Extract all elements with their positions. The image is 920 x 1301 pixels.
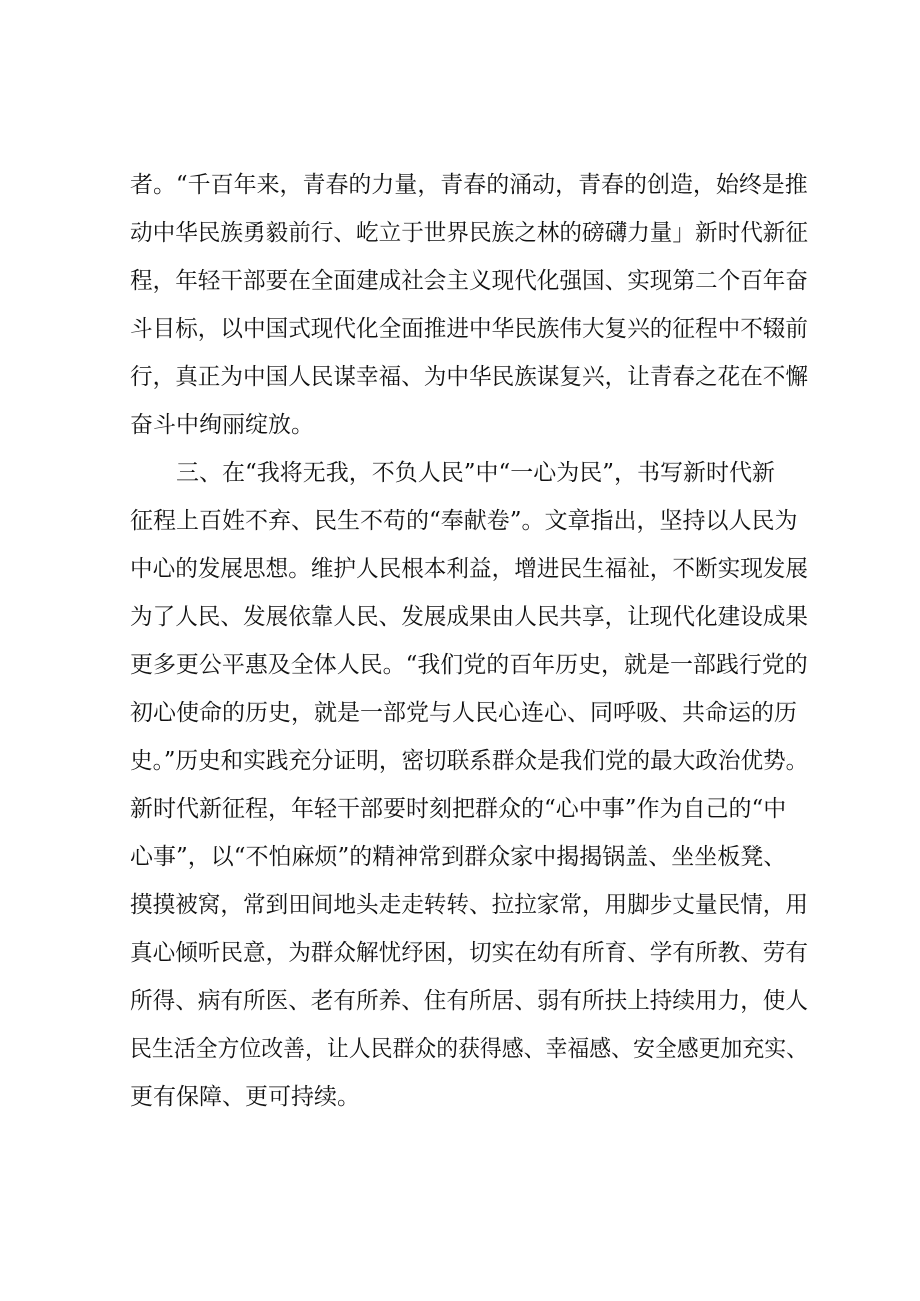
paragraph-2-line: 更有保障、更可持续。 (130, 1084, 360, 1110)
paragraph-1-line: 斗目标，以中国式现代化全面推进中华民族伟大复兴的征程中不辍前 (130, 316, 808, 342)
paragraph-1-line: 行，真正为中国人民谋幸福、为中华民族谋复兴，让青春之花在不懈 (130, 364, 808, 390)
paragraph-2-line: 新时代新征程，年轻干部要时刻把群众的“心中事”作为自己的“中 (130, 796, 787, 822)
paragraph-2-line: 民生活全方位改善，让人民群众的获得感、幸福感、安全感更加充实、 (130, 1036, 808, 1062)
paragraph-2-line: 真心倾听民意，为群众解忧纾困，切实在幼有所育、学有所教、劳有 (130, 940, 808, 966)
paragraph-2-line: 初心使命的历史，就是一部党与人民心连心、同呼吸、共命运的历 (130, 700, 797, 726)
paragraph-2-line: 更多更公平惠及全体人民。“我们党的百年历史，就是一部践行党的 (130, 652, 808, 678)
paragraph-1-line: 程，年轻干部要在全面建成社会主义现代化强国、实现第二个百年奋 (130, 268, 808, 294)
paragraph-1-line: 者。“千百年来，青春的力量，青春的涌动，青春的创造，始终是推 (130, 172, 808, 198)
paragraph-2-line: 史。”历史和实践充分证明，密切联系群众是我们党的最大政治优势。 (130, 748, 809, 774)
paragraph-2-line: 中心的发展思想。维护人民根本利益，增进民生福祉，不断实现发展 (130, 556, 808, 582)
paragraph-1-line: 奋斗中绚丽绽放。 (130, 412, 314, 438)
paragraph-2-line: 为了人民、发展依靠人民、发展成果由人民共享，让现代化建设成果 (130, 604, 808, 630)
paragraph-2-line: 征程上百姓不弃、民生不苟的“奉献卷”。文章指出，坚持以人民为 (130, 508, 798, 534)
paragraph-1-line: 动中华民族勇毅前行、屹立于世界民族之林的磅礴力量」新时代新征 (130, 220, 808, 246)
paragraph-2-line: 心事”，以“不怕麻烦”的精神常到群众家中揭揭锅盖、坐坐板凳、 (130, 844, 787, 870)
paragraph-2-line: 三、在“我将无我，不负人民”中“一心为民”，书写新时代新 (176, 460, 776, 486)
paragraph-2-line: 摸摸被窝，常到田间地头走走转转、拉拉家常，用脚步丈量民情，用 (130, 892, 808, 918)
paragraph-2-line: 所得、病有所医、老有所养、住有所居、弱有所扶上持续用力，使人 (130, 988, 808, 1014)
